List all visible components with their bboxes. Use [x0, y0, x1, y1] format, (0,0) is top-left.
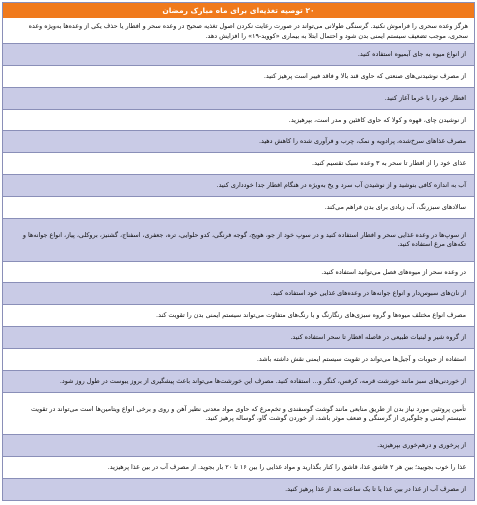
tip-text: از خوردنی‌های سبز مانند خورشت قرمه، کرفس، کنگر و... استفاده کنید. مصرف این خورشت‌ها می‌تواند باعث پیشگیری از بروز یبوست در طول روز شود.	[59, 376, 466, 385]
tip-row	[3, 393, 474, 436]
tip-row	[3, 219, 474, 262]
tip-row	[3, 66, 474, 88]
tips-table	[2, 2, 475, 501]
tip-text: افطار خود را با خرما آغاز کنید.	[384, 93, 466, 102]
tip-row	[3, 349, 474, 371]
table-title: ۲۰ توصیه تغذیه‌ای برای ماه مبارک رمضان	[3, 3, 474, 18]
tip-row	[3, 457, 474, 479]
tip-text: از نوشیدن چای، قهوه و کولا که حاوی کافئین و مدر است، بپرهیزید.	[288, 115, 466, 124]
tip-row	[3, 435, 474, 457]
tips-list	[3, 44, 474, 500]
tip-text: از گروه شیر و لبنیات طبیعی در فاصله افطار تا سحر استفاده کنید.	[290, 333, 466, 342]
tip-text: مصرف غذاهای سرخ‌شده، پرادویه و نمک، چرب و فرآوری شده را کاهش دهید.	[258, 137, 466, 146]
tip-row	[3, 283, 474, 305]
tip-text: از مصرف آب از غذا در بین غذا یا تا یک ساعت بعد از غذا پرهیز کنید.	[285, 485, 466, 494]
tip-row	[3, 131, 474, 153]
tip-text: مصرف انواع مختلف میوه‌ها و گروه سبزی‌های رنگارنگ و با رنگ‌های متفاوت می‌تواند سیستم ایمنی بدن را تقویت کند.	[156, 311, 466, 320]
tip-text: از نان‌های سبوس‌دار و انواع جوانه‌ها در وعده‌های غذایی خود استفاده کنید.	[270, 289, 466, 298]
tip-row	[3, 175, 474, 197]
tip-text: از مصرف نوشیدنی‌های صنعتی که حاوی قند بالا و فاقد فیبر است پرهیز کنید.	[263, 71, 466, 80]
tip-text: از سوپ‌ها در وعده غذایی سحر و افطار استفاده کنید و در سوپ خود از جو، هویج، گوجه فرنگی، کدو حلوایی، تره، جعفری، اسفناج، گشنیز، بروکلی، پیاز، انواع جوانه‌ها و تکه‌های مرغ استفاده کنید.	[22, 230, 466, 248]
tip-row	[3, 44, 474, 66]
tip-text: از انواع میوه به جای آبمیوه استفاده کنید.	[357, 49, 466, 58]
tip-text: سالادهای سبزرنگ، آب زیادی برای بدن فراهم می‌کند.	[324, 202, 466, 211]
tip-text: تأمین پروتئین مورد نیاز بدن از طریق منابعی مانند گوشت گوسفندی و تخم‌مرغ که حاوی مواد معدنی نظیر آهن و روی و برخی انواع ویتامین‌ها است می‌تواند در تقویت سیستم ایمنی و جلوگیری از گرسنگی و ضعف موثر باشد، از خوردن گوشت گاو، گوساله پرهیز کنید.	[31, 404, 466, 422]
tip-row	[3, 327, 474, 349]
tip-text: از پرخوری و درهم‌خوری بپرهیزید.	[377, 441, 466, 450]
tip-text: غذای خود را از افطار تا سحر به ۳ وعده سبک تقسیم کنید.	[312, 159, 466, 168]
intro-paragraph: هرگز وعده سحری را فراموش نکنید. گرسنگی طولانی می‌تواند در صورت رعایت نکردن اصول تغذیه صحیح در وعده سحر و افطار یا حذف یکی از وعده‌ها به‌ویژه وعده سحری، موجب تضعیف سیستم ایمنی بدن شود و احتمال ابتلا به بیماری «کووید-۱۹» را افزایش دهد.	[3, 18, 474, 44]
tip-row	[3, 371, 474, 393]
tip-row	[3, 110, 474, 132]
tip-text: در وعده سحر از میوه‌های فصل می‌توانید استفاده کنید.	[321, 267, 466, 276]
tip-row	[3, 197, 474, 219]
tip-row	[3, 305, 474, 327]
tip-row	[3, 262, 474, 284]
tip-row	[3, 153, 474, 175]
tip-text: آب به اندازه کافی بنوشید و از نوشیدن آب سرد و یخ به‌ویژه در هنگام افطار جدا خودداری کنید.	[216, 181, 466, 190]
tip-row	[3, 88, 474, 110]
tip-text: غذا را خوب بجویید؛ بین هر ۲ قاشق غذا، قاشق را کنار بگذارید و مواد غذایی را بین ۱۶ تا ۲۰ بار بجوید. از مصرف آب در بین غذا پرهیزید.	[107, 463, 466, 472]
tip-row	[3, 479, 474, 500]
tip-text: استفاده از حبوبات و آجیل‌ها می‌تواند در تقویت سیستم ایمنی نقش داشته باشد.	[256, 354, 466, 363]
